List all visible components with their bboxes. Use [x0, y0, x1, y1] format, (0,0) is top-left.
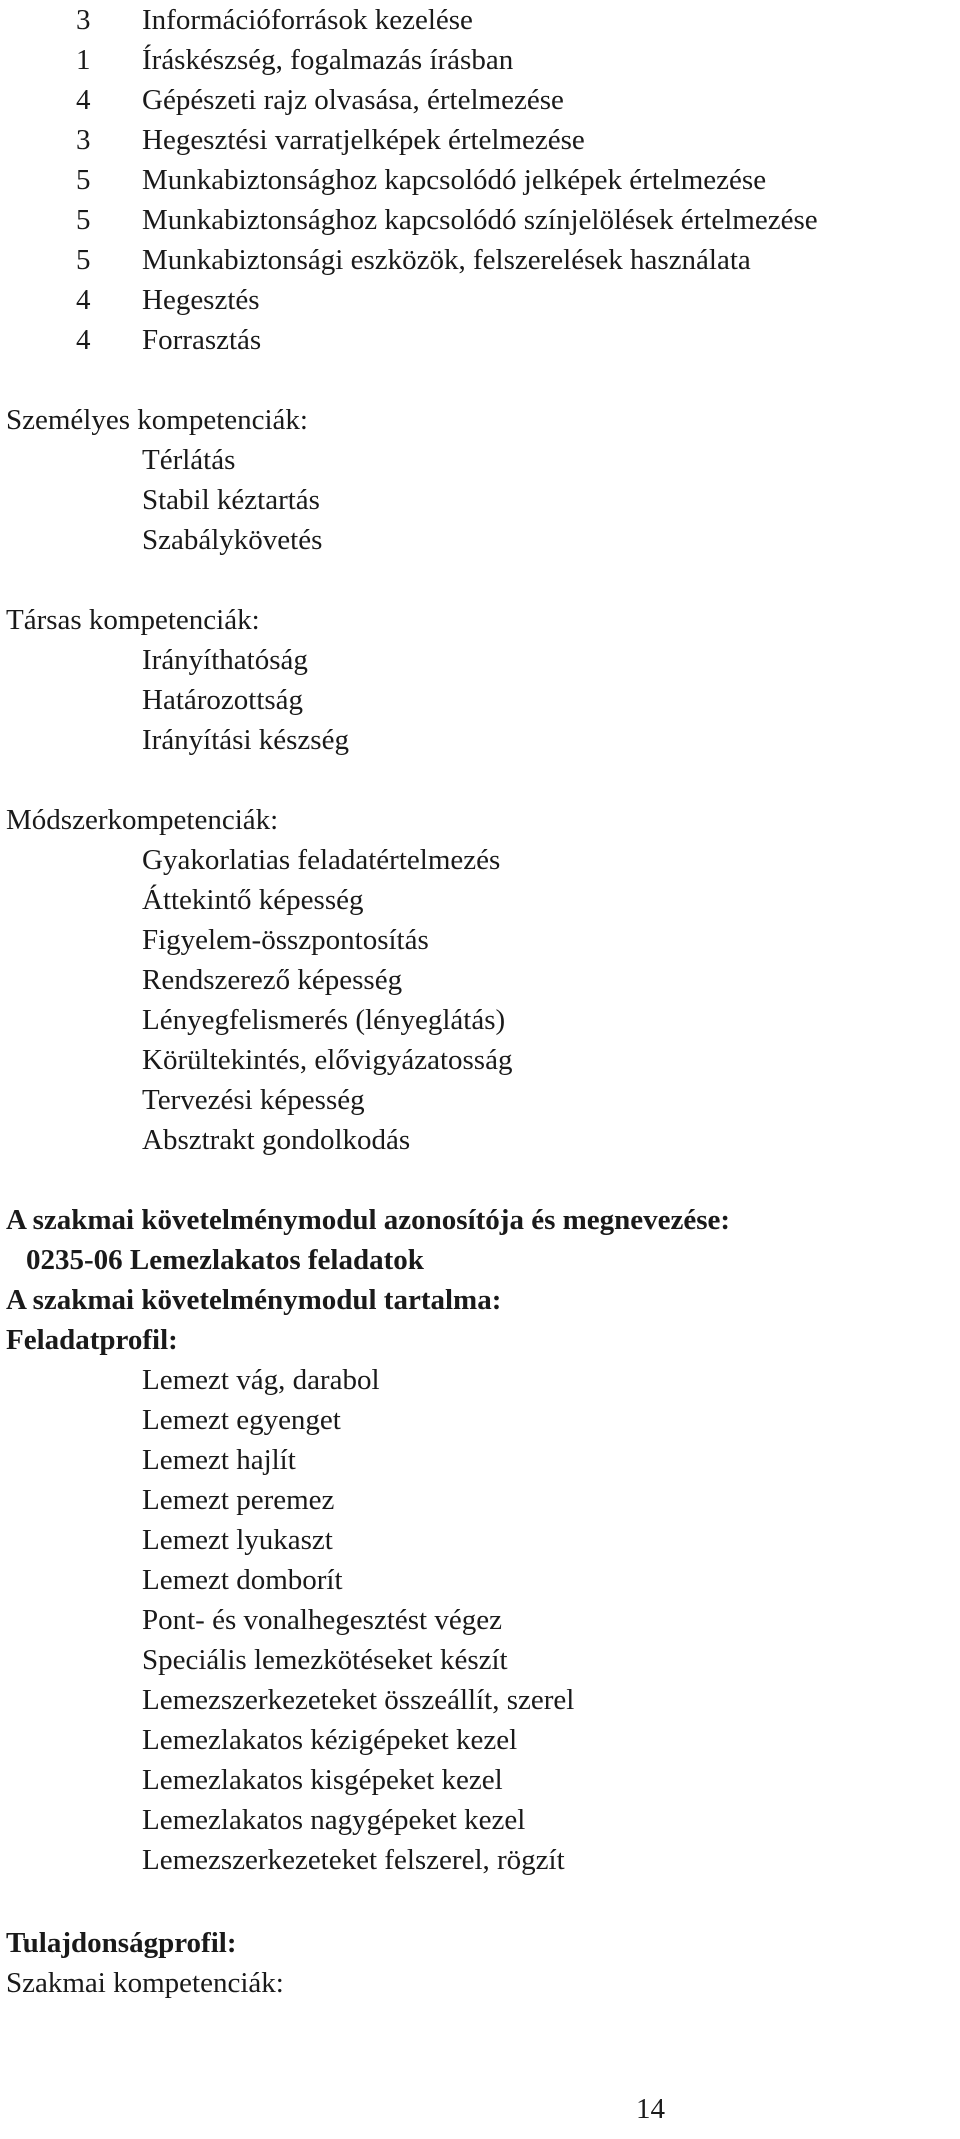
property-profile-heading: Tulajdonságprofil:	[6, 1927, 237, 1959]
list-item: Stabil kéztartás	[142, 484, 320, 516]
skill-level: 3	[76, 124, 91, 156]
skill-level: 4	[76, 84, 91, 116]
list-item: Lemezt hajlít	[142, 1444, 296, 1476]
task-profile-heading: Feladatprofil:	[6, 1324, 178, 1356]
list-item: Lemezlakatos kézigépeket kezel	[142, 1724, 518, 1756]
list-item: Lemezt domborít	[142, 1564, 343, 1596]
skill-name: Gépészeti rajz olvasása, értelmezése	[142, 84, 564, 116]
skill-name: Íráskészség, fogalmazás írásban	[142, 44, 514, 76]
list-item: Határozottság	[142, 684, 304, 716]
list-item: Lemezt vág, darabol	[142, 1364, 380, 1396]
skill-level: 4	[76, 284, 91, 316]
list-item: Absztrakt gondolkodás	[142, 1124, 411, 1156]
list-item: Szabálykövetés	[142, 524, 323, 556]
list-item: Irányíthatóság	[142, 644, 308, 676]
list-item: Áttekintő képesség	[142, 884, 364, 916]
list-item: Speciális lemezkötéseket készít	[142, 1644, 508, 1676]
skill-level: 4	[76, 324, 91, 356]
method-competencies-heading: Módszerkompetenciák:	[6, 804, 279, 836]
module-id-value: 0235-06 Lemezlakatos feladatok	[26, 1244, 424, 1276]
skill-name: Hegesztési varratjelképek értelmezése	[142, 124, 585, 156]
list-item: Körültekintés, elővigyázatosság	[142, 1044, 513, 1076]
page-number: 14	[636, 2093, 665, 2125]
skill-level: 3	[76, 4, 91, 36]
list-item: Figyelem-összpontosítás	[142, 924, 429, 956]
list-item: Gyakorlatias feladatértelmezés	[142, 844, 501, 876]
list-item: Pont- és vonalhegesztést végez	[142, 1604, 502, 1636]
list-item: Irányítási készség	[142, 724, 349, 756]
list-item: Tervezési képesség	[142, 1084, 365, 1116]
personal-competencies-heading: Személyes kompetenciák:	[6, 404, 308, 436]
list-item: Lemezt peremez	[142, 1484, 335, 1516]
skill-name: Forrasztás	[142, 324, 262, 356]
skill-level: 5	[76, 204, 91, 236]
professional-competencies-heading: Szakmai kompetenciák:	[6, 1967, 284, 1999]
list-item: Lemezt lyukaszt	[142, 1524, 333, 1556]
list-item: Lényegfelismerés (lényeglátás)	[142, 1004, 506, 1036]
skill-name: Munkabiztonsághoz kapcsolódó jelképek értelmezése	[142, 164, 767, 196]
skill-level: 5	[76, 164, 91, 196]
list-item: Rendszerező képesség	[142, 964, 403, 996]
skill-level: 1	[76, 44, 91, 76]
skill-name: Munkabiztonsági eszközök, felszerelések használata	[142, 244, 751, 276]
module-content-heading: A szakmai követelménymodul tartalma:	[6, 1284, 502, 1316]
skill-name: Információforrások kezelése	[142, 4, 473, 36]
module-id-heading: A szakmai követelménymodul azonosítója és megnevezése:	[6, 1204, 731, 1236]
list-item: Lemezlakatos nagygépeket kezel	[142, 1804, 526, 1836]
social-competencies-heading: Társas kompetenciák:	[6, 604, 260, 636]
skill-name: Munkabiztonsághoz kapcsolódó színjelölések értelmezése	[142, 204, 818, 236]
list-item: Lemezszerkezeteket felszerel, rögzít	[142, 1844, 565, 1876]
list-item: Lemezt egyenget	[142, 1404, 341, 1436]
list-item: Lemezszerkezeteket összeállít, szerel	[142, 1684, 575, 1716]
skill-level: 5	[76, 244, 91, 276]
list-item: Térlátás	[142, 444, 236, 476]
skill-name: Hegesztés	[142, 284, 260, 316]
list-item: Lemezlakatos kisgépeket kezel	[142, 1764, 503, 1796]
